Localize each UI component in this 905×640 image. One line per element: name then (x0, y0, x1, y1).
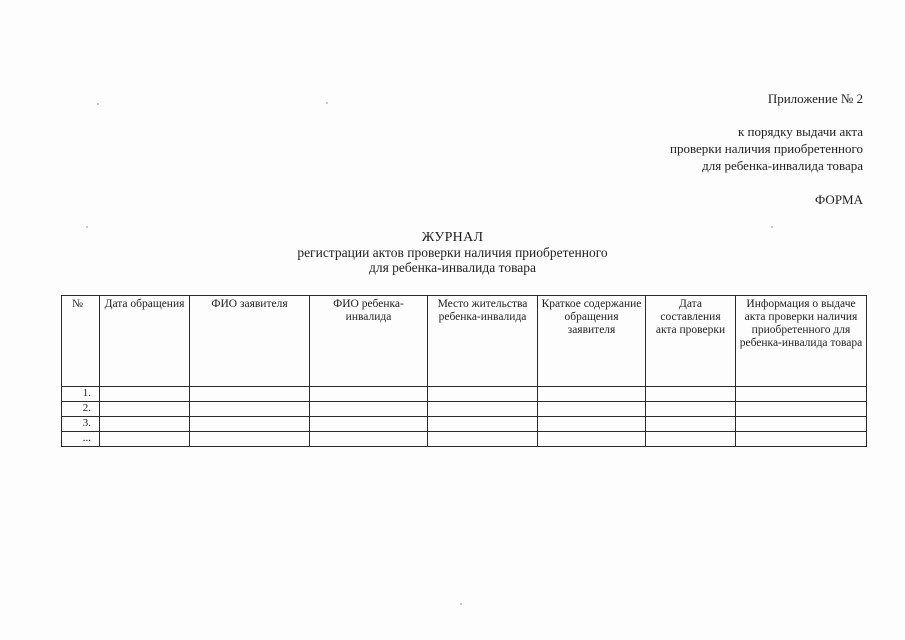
table-row (62, 387, 867, 402)
table-cell (646, 402, 736, 417)
table-cell (736, 387, 867, 402)
scan-speck (460, 603, 462, 605)
annex-line: для ребенка-инвалида товара (702, 158, 863, 173)
annex-line: проверки наличия приобретенного (670, 141, 863, 156)
column-header-child-name: ФИО ребенка-инвалида (310, 296, 428, 387)
table-row (62, 432, 867, 447)
table-cell (646, 417, 736, 432)
table-cell (100, 402, 190, 417)
table-cell (646, 432, 736, 447)
scan-speck (97, 103, 99, 105)
row-number: 2. (62, 402, 100, 417)
table-cell (100, 387, 190, 402)
table-cell (736, 417, 867, 432)
column-header-act-issuance-info: Информация о выдаче акта проверки наличия приобретенного для ребенка-инвалида товара (736, 296, 867, 387)
table-cell (428, 417, 538, 432)
journal-heading: ЖУРНАЛ (421, 230, 484, 245)
table-header-row (62, 296, 867, 387)
scan-speck (771, 226, 773, 228)
table-cell (646, 387, 736, 402)
annex-block (670, 90, 863, 208)
table-cell (190, 387, 310, 402)
table-cell (190, 432, 310, 447)
table-cell (538, 402, 646, 417)
scan-speck (326, 102, 328, 104)
table-cell (100, 417, 190, 432)
table-cell (428, 432, 538, 447)
column-header-act-date: Дата составления акта проверки (646, 296, 736, 387)
scan-speck (86, 226, 88, 228)
row-number: 3. (62, 417, 100, 432)
row-number: 1. (62, 387, 100, 402)
table-cell (190, 417, 310, 432)
table-cell (428, 387, 538, 402)
journal-subtitle-line: для ребенка-инвалида товара (368, 260, 537, 275)
journal-title-block (0, 230, 905, 275)
table-cell (310, 432, 428, 447)
table-cell (538, 417, 646, 432)
table-cell (310, 417, 428, 432)
table-cell (310, 387, 428, 402)
table-cell (736, 402, 867, 417)
table-row (62, 402, 867, 417)
column-header-number: № (62, 296, 100, 387)
table-cell (310, 402, 428, 417)
table-cell (736, 432, 867, 447)
column-header-residence: Место жительства ребенка-инвалида (428, 296, 538, 387)
table-cell (190, 402, 310, 417)
annex-line: к порядку выдачи акта (737, 124, 863, 139)
annex-title: Приложение № 2 (767, 91, 863, 106)
table-cell (428, 402, 538, 417)
column-header-applicant-name: ФИО заявителя (190, 296, 310, 387)
row-number: ... (62, 432, 100, 447)
column-header-appeal-summary: Краткое содержание обращения заявителя (538, 296, 646, 387)
table-row (62, 417, 867, 432)
column-header-appeal-date: Дата обращения (100, 296, 190, 387)
table-cell (538, 387, 646, 402)
table-cell (538, 432, 646, 447)
table-cell (100, 432, 190, 447)
form-label: ФОРМА (815, 192, 863, 207)
register-table (61, 295, 867, 447)
journal-subtitle-line: регистрации актов проверки наличия приобретенного (297, 245, 608, 260)
